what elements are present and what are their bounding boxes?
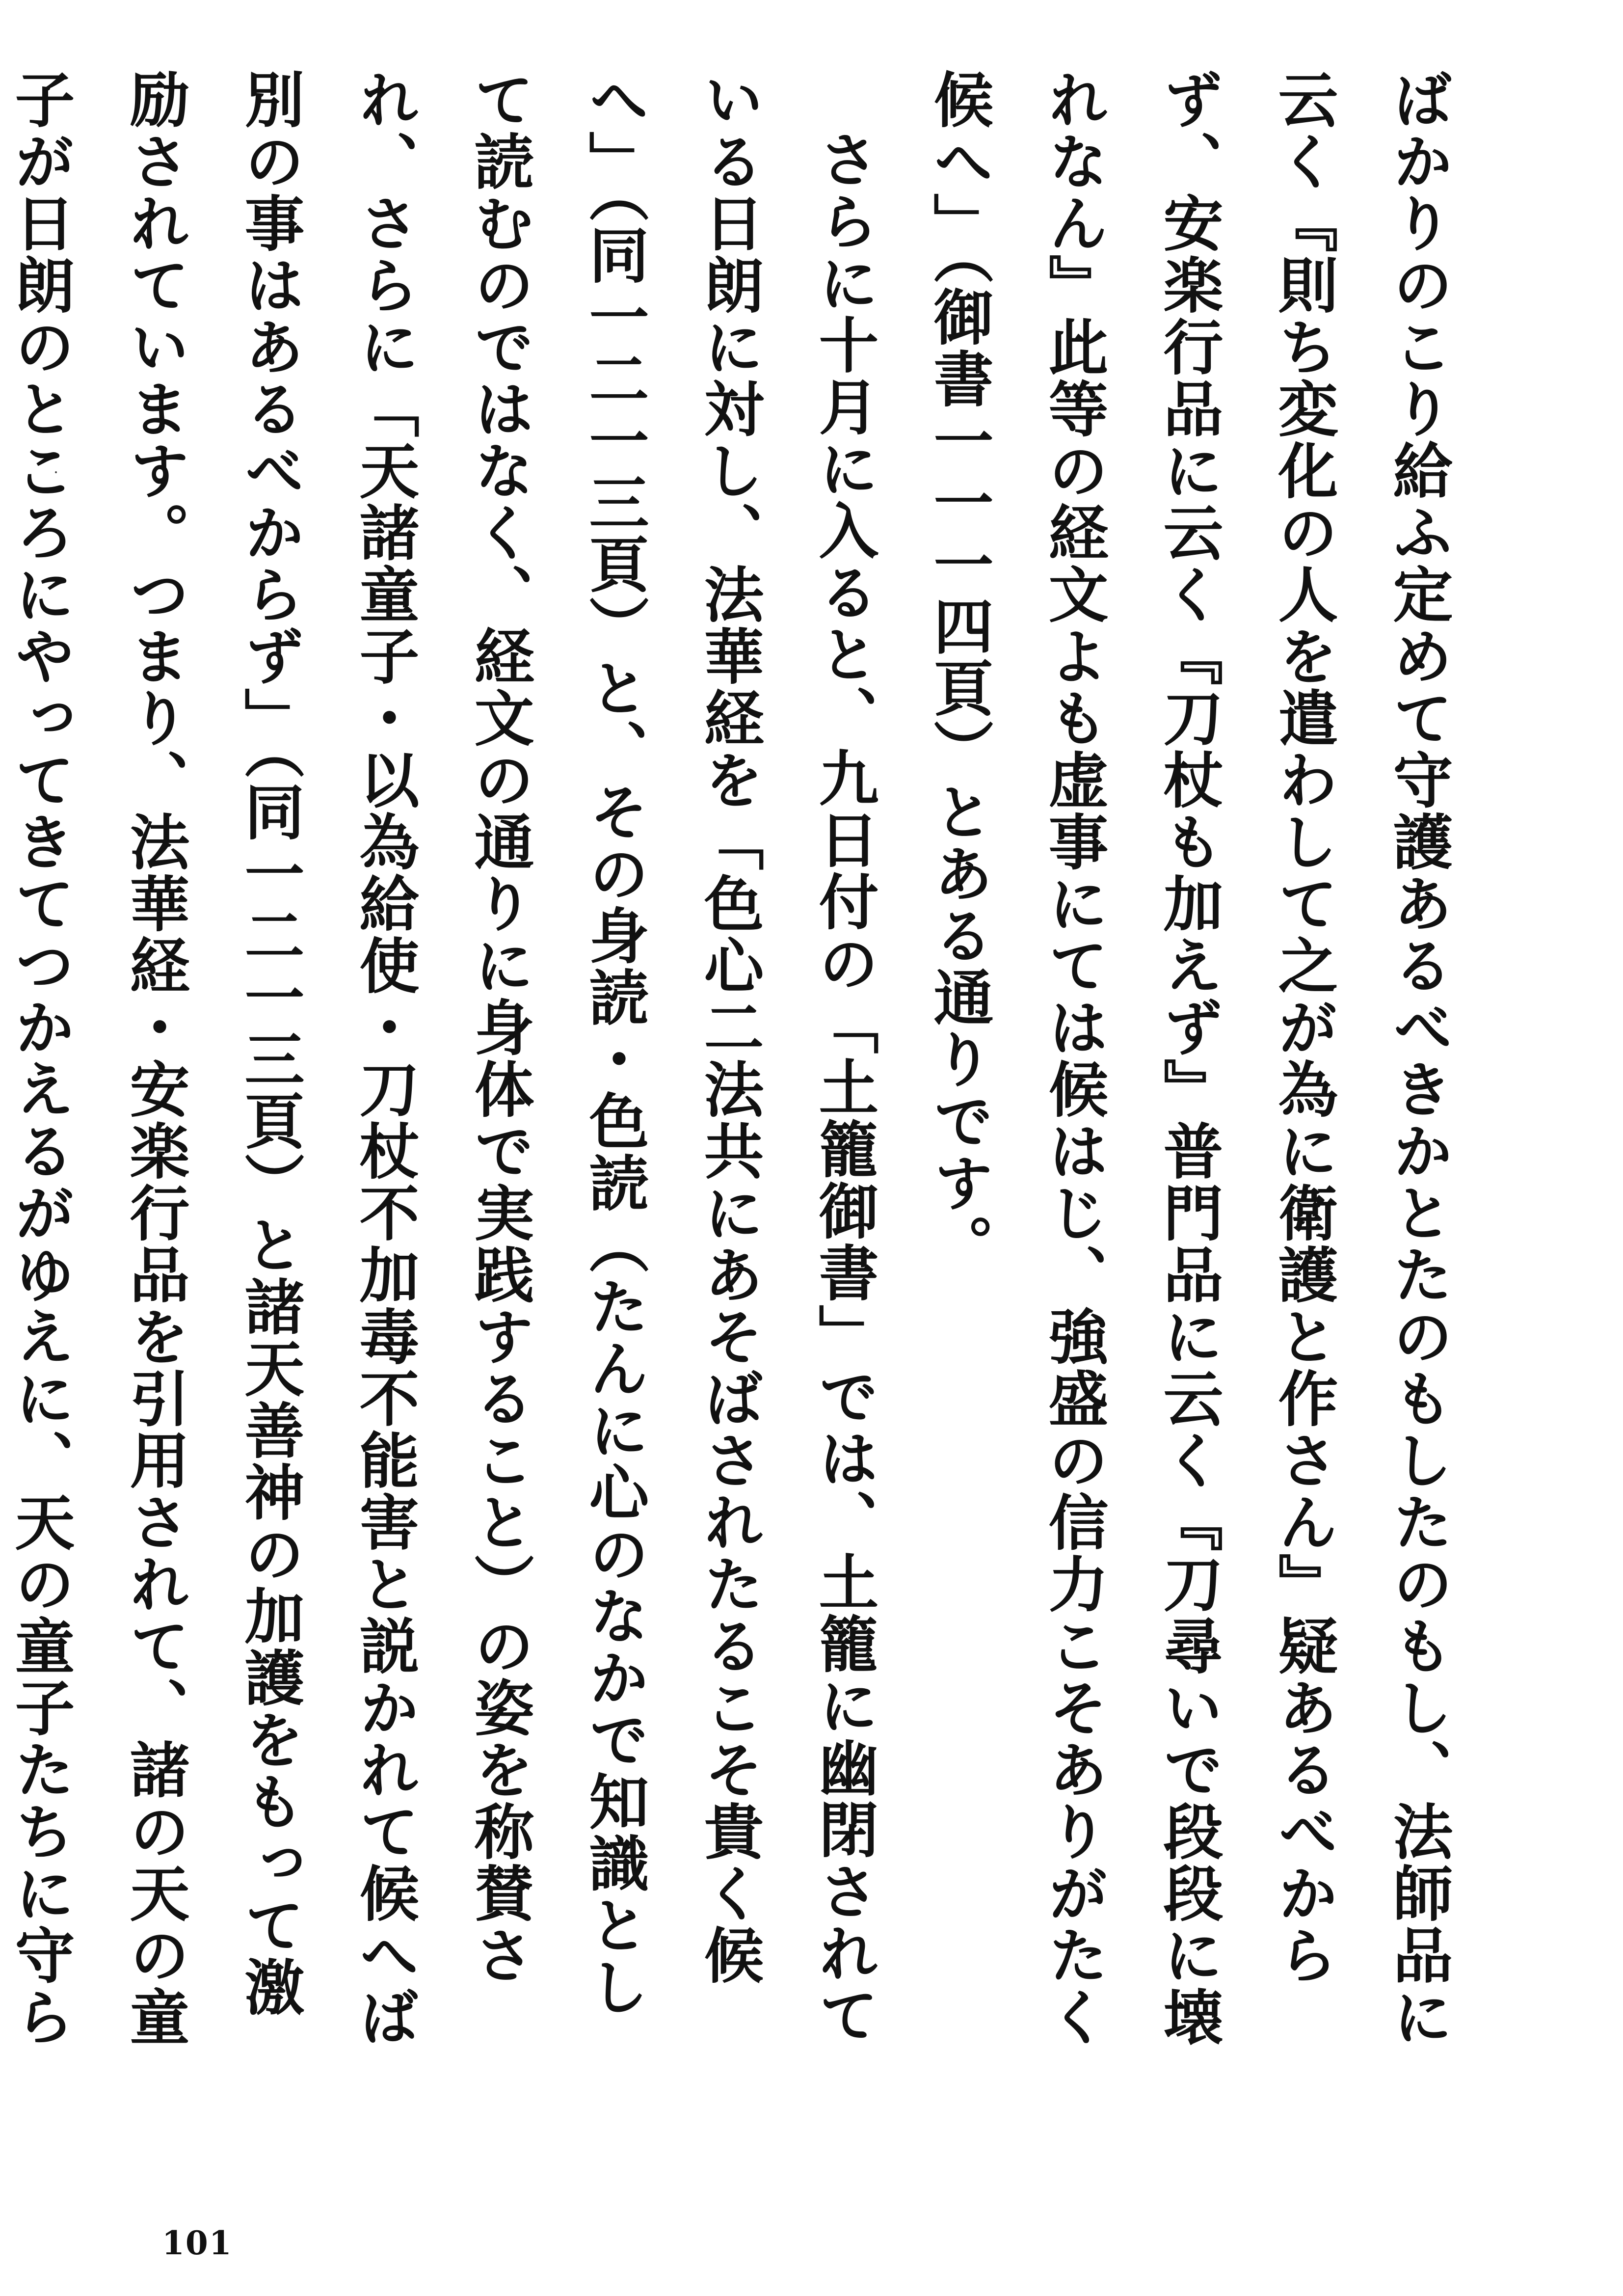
page-number: 101: [162, 2224, 233, 2262]
paragraph-2: さらに十月に入ると、九日付の「土籠御書」では、土籠に幽閉されている日朗に対し、法華経を「色心二法共にあそばされたるこそ貴く候へ」（同一二一三頁）と、その身読・色読（たんに心のなかで知識として読むのではなく、経文の通りに身体で実践すること）の姿を称賛され、さらに「天諸童子・以為給使・刀杖不加毒不能害と説かれて候へば別の事はあるべからず」（同一二一三頁）と諸天善神の加護をもって激励されています。つまり、法華経・安楽行品を引用されて、諸の天の童子が日朗のところにやってきてつかえるがゆえに、天の童子たちに守ら: [5, 69, 879, 2048]
paragraph-1: ばかりのこり給ふ定めて守護あるべきかとたのもしたのもし、法師品に云く『則ち変化の人を遣わして之が為に衛護と作さん』疑あるべからず、安楽行品に云く『刀杖も加えず』普門品に云く『刀尋いで段段に壊れなん』此等の経文よも虚事にては候はじ、強盛の信力こそありがたく候へ」（御書一一一四頁）とある通りです。: [924, 69, 1454, 2048]
vertical-body-text: [5, 69, 1476, 2052]
